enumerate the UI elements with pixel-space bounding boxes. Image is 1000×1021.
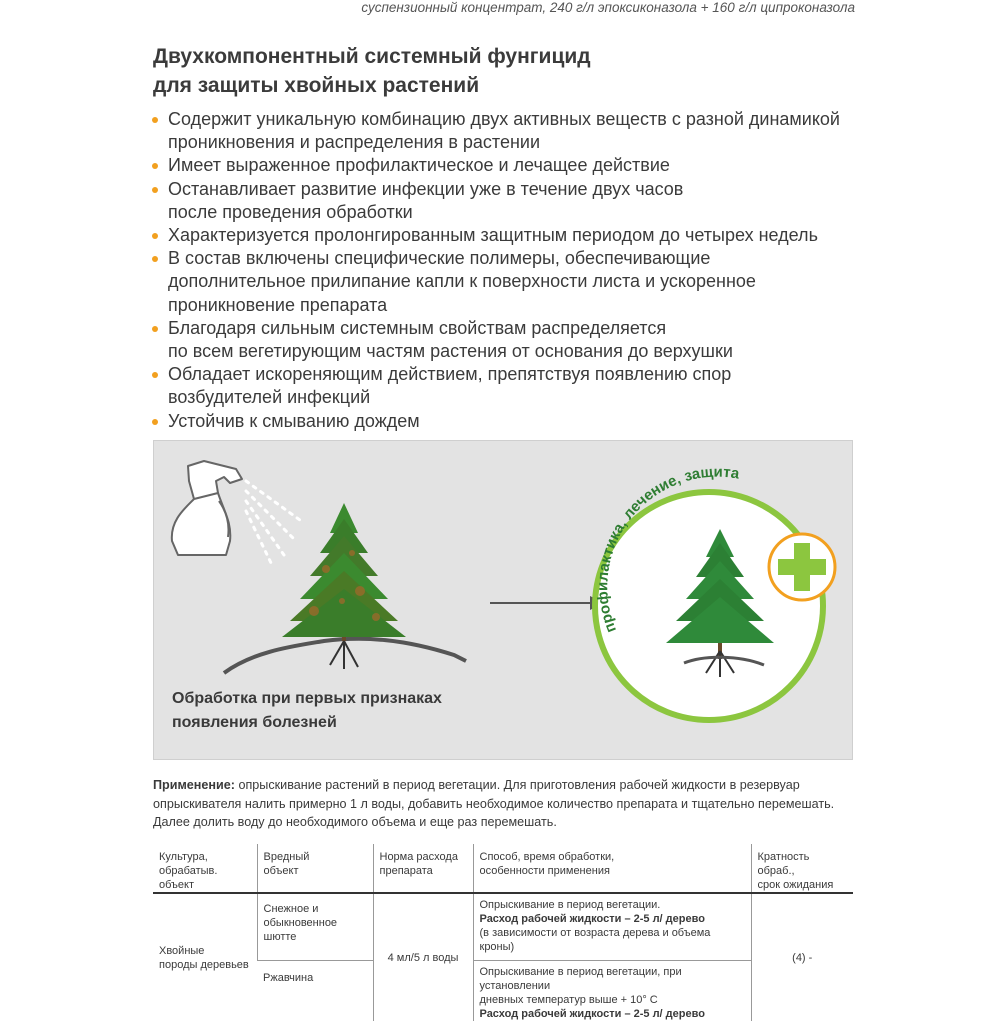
feature-item xyxy=(150,178,870,224)
feature-text: Благодаря сильным системным свойствам распределяется xyxy=(168,317,870,340)
panel-caption xyxy=(172,687,442,735)
arc-label: профилактика, лечение, защита xyxy=(594,464,741,635)
caption-line-2: появления болезней xyxy=(172,711,442,735)
feature-text: В состав включены специфические полимеры, обеспечивающие xyxy=(168,247,870,270)
feature-text: после проведения обработки xyxy=(168,201,870,224)
feature-text: Устойчив к смыванию дождем xyxy=(168,410,870,433)
caption-line-1: Обработка при первых признаках xyxy=(172,687,442,711)
usage-label: Применение: xyxy=(153,778,235,792)
spray-mist xyxy=(246,481,304,565)
feature-text: Обладает искореняющим действием, препятствуя появлению спор xyxy=(168,363,870,386)
features-list xyxy=(150,108,870,433)
method-line: Расход рабочей жидкости – 2-5 л/ дерево xyxy=(480,913,705,925)
feature-text: проникновение препарата xyxy=(168,294,870,317)
arrow-right-icon xyxy=(490,596,604,610)
col-header-method: Способ, время обработки, особенности применения xyxy=(473,844,751,893)
method-line: Опрыскивание в период вегетации. xyxy=(480,899,661,911)
feature-item xyxy=(150,154,870,177)
pest-cell: Снежное и обыкновенное шютте xyxy=(257,893,373,961)
feature-item xyxy=(150,224,870,247)
feature-text: Характеризуется пролонгированным защитным периодом до четырех недель xyxy=(168,224,870,247)
feature-item xyxy=(150,317,870,363)
usage-instructions xyxy=(153,776,858,832)
feature-item xyxy=(150,247,870,317)
method-line: Расход рабочей жидкости – 2-5 л/ дерево xyxy=(480,1008,705,1020)
formulation-note: суспензионный концентрат, 240 г/л эпоксиконазола + 160 г/л ципроконазола xyxy=(361,0,855,15)
usage-line-2: опрыскивателя налить примерно 1 л воды, добавить необходимое количество препарата и тщательно перемешать. xyxy=(153,795,858,814)
feature-text: проникновения и распределения в растении xyxy=(168,131,870,154)
usage-line-1 xyxy=(153,776,858,795)
regulation-table xyxy=(153,844,853,1021)
medical-plus-icon xyxy=(769,534,835,600)
rate-cell: 4 мл/5 л воды xyxy=(373,893,473,1021)
feature-text: дополнительное прилипание капли к поверхности листа и ускоренное xyxy=(168,270,870,293)
method-line: дневных температур выше + 10° С xyxy=(480,994,658,1006)
method-cell xyxy=(473,893,751,961)
usage-text: опрыскивание растений в период вегетации. Для приготовления рабочей жидкости в резервуар xyxy=(235,778,800,792)
feature-text: Имеет выраженное профилактическое и лечащее действие xyxy=(168,154,870,177)
spray-bottle-icon xyxy=(172,461,242,555)
multiplicity-cell: (4) - xyxy=(751,893,853,1021)
treatment-illustration xyxy=(153,440,853,760)
feature-text: возбудителей инфекций xyxy=(168,386,870,409)
col-header-pest: Вредный объект xyxy=(257,844,373,893)
page-title xyxy=(153,42,853,100)
col-header-rate: Норма расхода препарата xyxy=(373,844,473,893)
method-line: (в зависимости от возраста дерева и объема кроны) xyxy=(480,927,711,953)
title-line-1: Двухкомпонентный системный фунгицид xyxy=(153,42,853,71)
feature-text: по всем вегетирующим частям растения от основания до верхушки xyxy=(168,340,870,363)
feature-item xyxy=(150,108,870,154)
title-line-2: для защиты хвойных растений xyxy=(153,71,853,100)
col-header-multiplicity: Кратность обраб., срок ожидания xyxy=(751,844,853,893)
pest-cell: Ржавчина xyxy=(257,961,373,1021)
usage-line-3: Далее долить воду до необходимого объема и еще раз перемешать. xyxy=(153,813,858,832)
feature-item xyxy=(150,410,870,433)
table-row xyxy=(153,893,853,961)
table-header-row xyxy=(153,844,853,893)
method-cell xyxy=(473,961,751,1021)
table-row xyxy=(153,961,853,1021)
feature-text: Содержит уникальную комбинацию двух активных веществ с разной динамикой xyxy=(168,108,870,131)
method-line: Опрыскивание в период вегетации, при установлении xyxy=(480,966,682,992)
crop-cell: Хвойные породы деревьев xyxy=(153,893,257,1021)
feature-item xyxy=(150,363,870,409)
col-header-crop: Культура, обрабатыв. объект xyxy=(153,844,257,893)
feature-text: Останавливает развитие инфекции уже в течение двух часов xyxy=(168,178,870,201)
